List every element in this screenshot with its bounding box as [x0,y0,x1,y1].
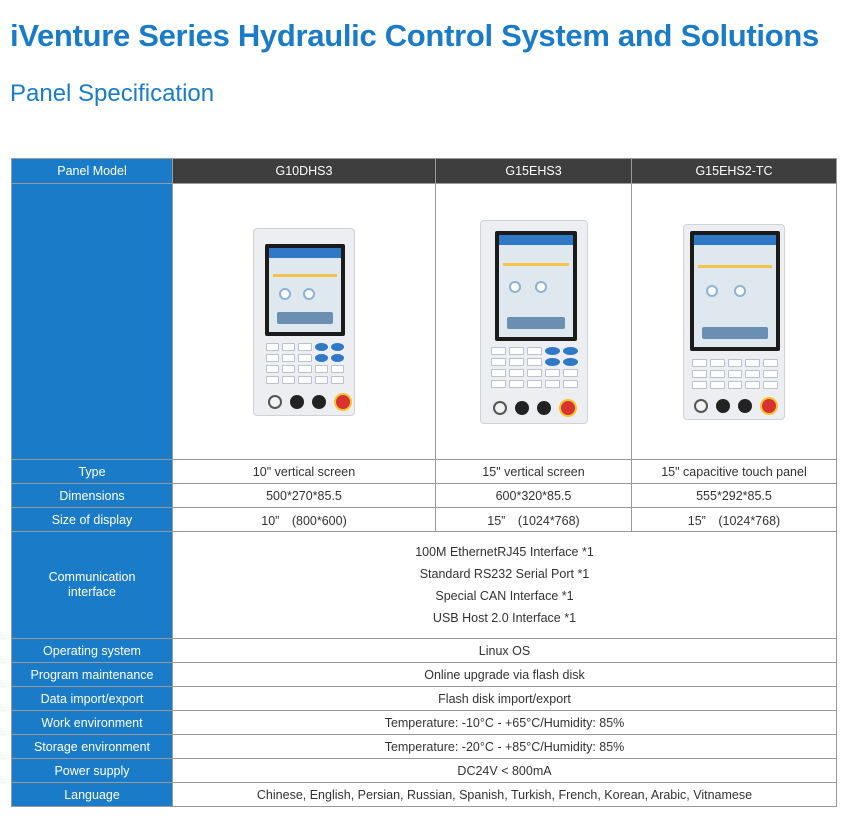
panel-screen [495,231,577,341]
table-row [12,711,837,735]
image-row [12,184,837,460]
image-label-cell [12,184,173,460]
row-label: Power supply [12,759,173,783]
row-label: Type [12,460,173,484]
communication-row [12,532,837,639]
g15ehs2-tc-panel-image [683,224,785,420]
comm-line: Special CAN Interface *1 [435,589,574,603]
row-label: Operating system [12,639,173,663]
g15ehs3-panel-image [480,220,588,424]
panel-knobs [493,399,577,417]
communication-lines [173,532,837,639]
panel-keypad [692,359,778,389]
row-label: Data import/export [12,687,173,711]
cell-value: 10” (800*600) [173,508,436,532]
emergency-stop-icon [559,399,577,417]
product-image-cell [436,184,632,460]
cell-value: DC24V < 800mA [173,759,837,783]
emergency-stop-icon [334,393,352,411]
cell-value: Linux OS [173,639,837,663]
header-label: Panel Model [12,159,173,184]
model-header: G10DHS3 [173,159,436,184]
g10dhs3-panel-image [253,228,355,416]
comm-line: USB Host 2.0 Interface *1 [432,611,577,625]
cell-value: 15” (1024*768) [632,508,837,532]
cell-value: Temperature: -20°C - +85°C/Humidity: 85% [173,735,837,759]
table-row [12,460,837,484]
section-subtitle: Panel Specification [10,80,215,107]
model-header: G15EHS2-TC [632,159,837,184]
panel-keypad [266,343,344,384]
page-title: iVenture Series Hydraulic Control System and Solutions [10,18,819,53]
emergency-stop-icon [760,397,778,415]
table-row [12,735,837,759]
cell-value: 600*320*85.5 [436,484,632,508]
panel-screen [265,244,345,336]
table-row [12,783,837,807]
table-row [12,508,837,532]
cell-value: 15" vertical screen [436,460,632,484]
row-label: Dimensions [12,484,173,508]
cell-value: Online upgrade via flash disk [173,663,837,687]
cell-value: 15" capacitive touch panel [632,460,837,484]
panel-screen [690,231,780,351]
panel-knobs [694,397,778,415]
panel-keypad [491,347,579,388]
communication-label: Communication interface [48,570,136,599]
cell-value: 10" vertical screen [173,460,436,484]
table-row [12,759,837,783]
row-label: Size of display [12,508,173,532]
cell-value: Flash disk import/export [173,687,837,711]
panel-knobs [268,393,352,411]
product-image-cell [173,184,436,460]
cell-value: 15” (1024*768) [436,508,632,532]
table-row [12,639,837,663]
cell-value: Temperature: -10°C - +65°C/Humidity: 85% [173,711,837,735]
row-label [12,532,173,639]
row-label: Language [12,783,173,807]
model-header: G15EHS3 [436,159,632,184]
spec-table [11,158,837,807]
table-row [12,687,837,711]
cell-value: 555*292*85.5 [632,484,837,508]
comm-line: Standard RS232 Serial Port *1 [419,567,590,581]
table-row [12,663,837,687]
row-label: Storage environment [12,735,173,759]
comm-line: 100M EthernetRJ45 Interface *1 [415,545,594,559]
table-row [12,484,837,508]
row-label: Program maintenance [12,663,173,687]
cell-value: Chinese, English, Persian, Russian, Spanish, Turkish, French, Korean, Arabic, Vitnamese [173,783,837,807]
cell-value: 500*270*85.5 [173,484,436,508]
row-label: Work environment [12,711,173,735]
product-image-cell [632,184,837,460]
header-row [12,159,837,184]
